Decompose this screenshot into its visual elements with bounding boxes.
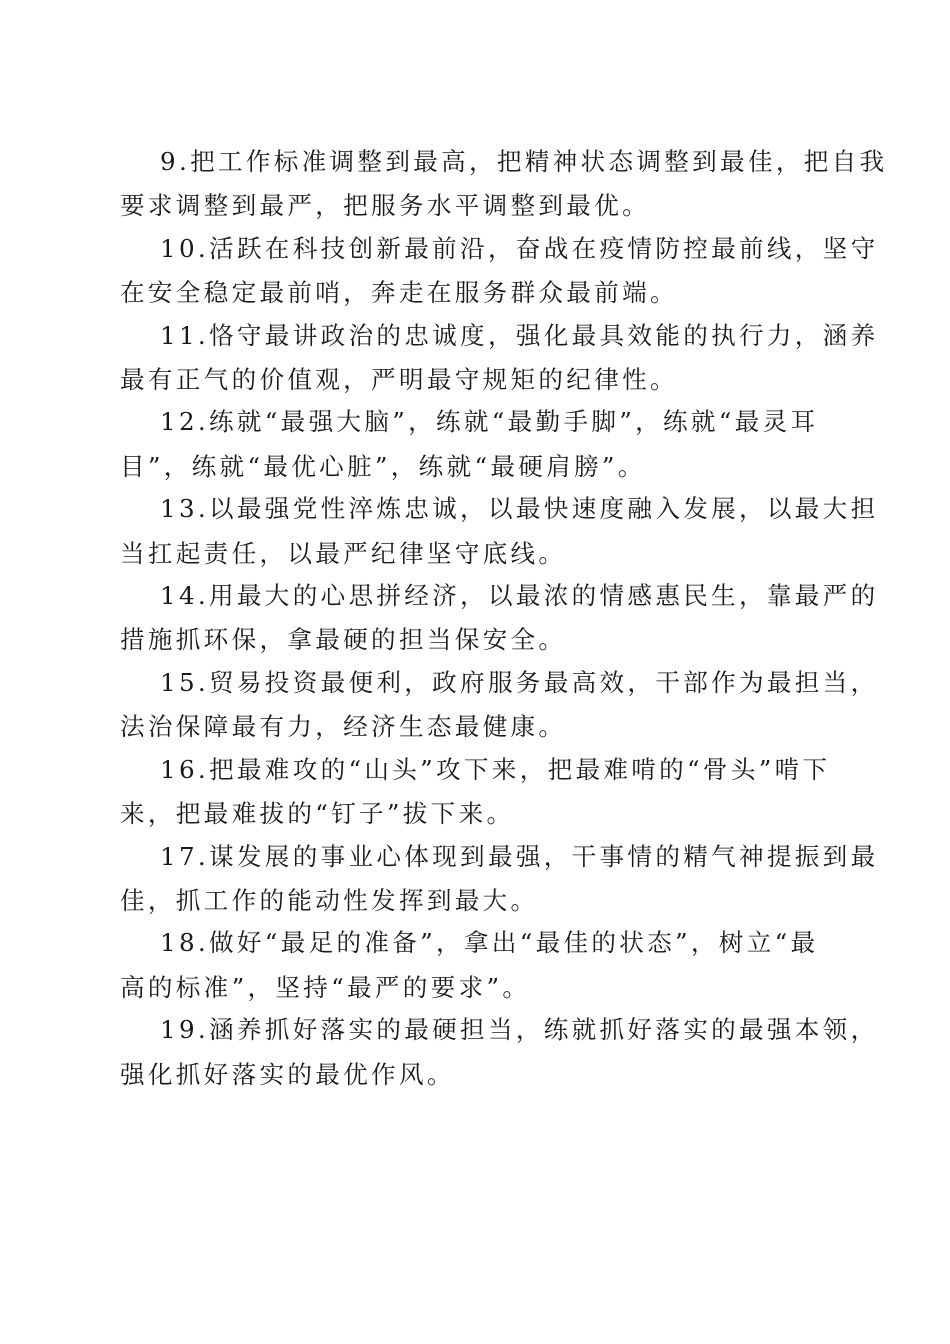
- item-line-2: 来，把最难拔的“钉子”拔下来。: [120, 799, 515, 829]
- item-line-2: 佳，抓工作的能动性发挥到最大。: [120, 885, 539, 915]
- list-item: [120, 140, 888, 229]
- item-line-1: 19.涵养抓好落实的最硬担当，练就抓好落实的最强本领，: [160, 1015, 879, 1045]
- list-item: [120, 748, 831, 837]
- list-item: [120, 921, 825, 1010]
- item-line-1: 10.活跃在科技创新最前沿，奋战在疫情防控最前线，坚守: [160, 233, 879, 263]
- item-line-2: 要求调整到最严，把服务水平调整到最优。: [120, 191, 650, 221]
- item-line-2: 目”，练就“最优心脏”，练就“最硬肩膀”。: [120, 451, 646, 481]
- item-line-1: 16.把最难攻的“山头”攻下来，把最难啃的“骨头”啃下: [160, 754, 831, 784]
- list-item: [120, 400, 825, 489]
- item-line-1: 13.以最强党性淬炼忠诚，以最快速度融入发展，以最大担: [160, 494, 879, 524]
- list-item: [120, 227, 879, 316]
- item-line-2: 强化抓好落实的最优作风。: [120, 1059, 455, 1089]
- item-line-2: 在安全稳定最前哨，奔走在服务群众最前端。: [120, 278, 678, 308]
- item-line-2: 法治保障最有力，经济生态最健康。: [120, 712, 567, 742]
- list-item: [120, 574, 879, 663]
- list-item: [120, 314, 879, 403]
- item-line-1: 9.把工作标准调整到最高，把精神状态调整到最佳，把自我: [160, 147, 888, 176]
- list-item: [120, 661, 879, 750]
- document-body: [120, 140, 888, 1095]
- list-item: [120, 1008, 879, 1097]
- item-line-2: 当扛起责任，以最严纪律坚守底线。: [120, 538, 567, 568]
- item-line-1: 15.贸易投资最便利，政府服务最高效，干部作为最担当，: [160, 667, 879, 697]
- item-line-1: 17.谋发展的事业心体现到最强，干事情的精气神提振到最: [160, 841, 879, 871]
- item-line-1: 11.恪守最讲政治的忠诚度，强化最具效能的执行力，涵养: [160, 320, 879, 350]
- item-line-1: 12.练就“最强大脑”，练就“最勤手脚”，练就“最灵耳: [160, 407, 819, 437]
- item-line-2: 措施抓环保，拿最硬的担当保安全。: [120, 625, 567, 655]
- item-line-2: 高的标准”，坚持“最严的要求”。: [120, 972, 531, 1002]
- list-item: [120, 835, 879, 924]
- item-line-1: 18.做好“最足的准备”，拿出“最佳的状态”，树立“最: [160, 928, 819, 958]
- item-line-2: 最有正气的价值观，严明最守规矩的纪律性。: [120, 365, 678, 395]
- item-line-1: 14.用最大的心思拼经济，以最浓的情感惠民生，靠最严的: [160, 581, 879, 611]
- list-item: [120, 487, 879, 576]
